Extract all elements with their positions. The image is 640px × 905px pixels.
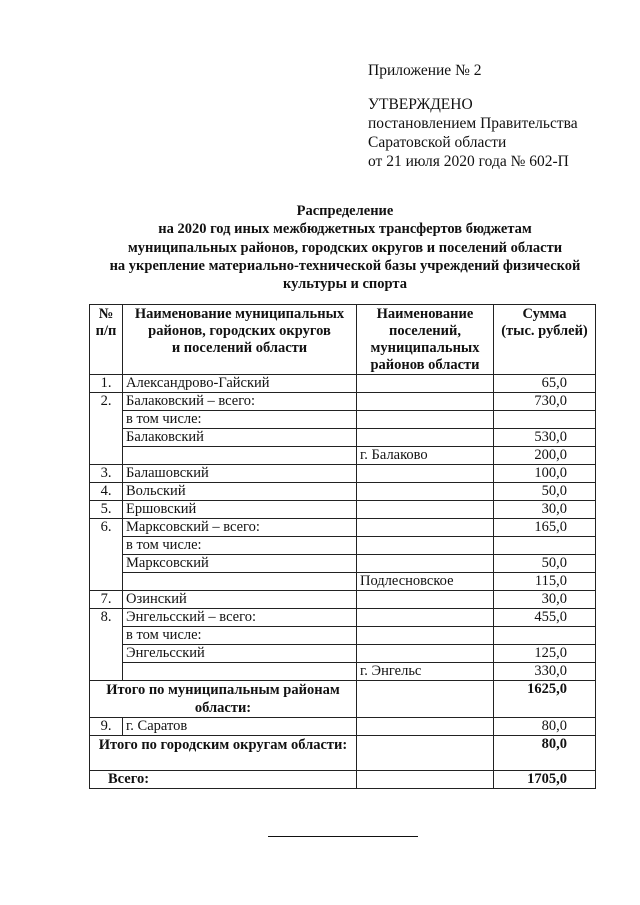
total-districts-empty bbox=[357, 681, 494, 718]
row-sum: 125,0 bbox=[494, 645, 596, 663]
row-number: 2. bbox=[90, 393, 123, 465]
row-settlement bbox=[357, 483, 494, 501]
table-row bbox=[90, 663, 596, 681]
table-row bbox=[90, 573, 596, 591]
total-cities-sum: 80,0 bbox=[494, 736, 596, 771]
row-sum: 80,0 bbox=[494, 718, 596, 736]
table-row bbox=[90, 718, 596, 736]
table-row bbox=[90, 411, 596, 429]
row-sum: 165,0 bbox=[494, 519, 596, 537]
heading-line-1: Распределение bbox=[296, 203, 394, 219]
row-settlement bbox=[357, 591, 494, 609]
table-row bbox=[90, 375, 596, 393]
grand-total-row bbox=[90, 771, 596, 789]
row-settlement bbox=[357, 411, 494, 429]
heading-line-4: на укрепление материально-технической базы учреждений физической bbox=[109, 257, 581, 274]
row-settlement bbox=[357, 555, 494, 573]
row-number: 4. bbox=[90, 483, 123, 501]
table-row bbox=[90, 447, 596, 465]
row-sum: 115,0 bbox=[494, 573, 596, 591]
row-sum bbox=[494, 411, 596, 429]
table-row bbox=[90, 519, 596, 537]
total-cities-row bbox=[90, 736, 596, 771]
row-district bbox=[123, 573, 357, 591]
row-sum: 200,0 bbox=[494, 447, 596, 465]
row-number: 3. bbox=[90, 465, 123, 483]
table-row bbox=[90, 537, 596, 555]
heading-line-2: на 2020 год иных межбюджетных трансфертов бюджетам bbox=[158, 221, 532, 238]
total-districts-sum: 1625,0 bbox=[494, 681, 596, 718]
row-sum: 455,0 bbox=[494, 609, 596, 627]
row-district: в том числе: bbox=[123, 627, 357, 645]
row-district: Марксовский bbox=[123, 555, 357, 573]
row-district: Озинский bbox=[123, 591, 357, 609]
table-row bbox=[90, 591, 596, 609]
row-number: 6. bbox=[90, 519, 123, 591]
header-settlement-name: Наименование поселений, муниципальных районов области bbox=[357, 305, 494, 375]
row-district: Александрово-Гайский bbox=[123, 375, 357, 393]
table-row bbox=[90, 429, 596, 447]
row-sum bbox=[494, 537, 596, 555]
row-settlement bbox=[357, 429, 494, 447]
grand-total-sum: 1705,0 bbox=[494, 771, 596, 789]
row-sum: 30,0 bbox=[494, 591, 596, 609]
total-districts-row bbox=[90, 681, 596, 718]
table-row bbox=[90, 483, 596, 501]
row-district: в том числе: bbox=[123, 411, 357, 429]
row-district: в том числе: bbox=[123, 537, 357, 555]
row-settlement bbox=[357, 393, 494, 411]
row-district bbox=[123, 663, 357, 681]
header-sum: Сумма (тыс. рублей) bbox=[494, 305, 596, 375]
row-sum: 530,0 bbox=[494, 429, 596, 447]
row-settlement: г. Балаково bbox=[357, 447, 494, 465]
row-settlement bbox=[357, 645, 494, 663]
row-settlement: Подлесновское bbox=[357, 573, 494, 591]
row-district: Марксовский – всего: bbox=[123, 519, 357, 537]
row-sum bbox=[494, 627, 596, 645]
total-cities-label: Итого по городским округам области: bbox=[90, 736, 357, 771]
grand-total-empty bbox=[357, 771, 494, 789]
row-number: 8. bbox=[90, 609, 123, 681]
row-district: Ершовский bbox=[123, 501, 357, 519]
grand-total-label: Всего: bbox=[90, 771, 357, 789]
row-sum: 730,0 bbox=[494, 393, 596, 411]
header-number: № п/п bbox=[90, 305, 123, 375]
row-district: Балаковский – всего: bbox=[123, 393, 357, 411]
table-header-row bbox=[90, 305, 596, 375]
total-districts-label: Итого по муниципальным районам области: bbox=[90, 681, 357, 718]
row-settlement bbox=[357, 718, 494, 736]
heading-line-3: муниципальных районов, городских округов и поселений области bbox=[127, 239, 563, 256]
table-row bbox=[90, 609, 596, 627]
row-sum: 50,0 bbox=[494, 555, 596, 573]
row-number: 5. bbox=[90, 501, 123, 519]
row-settlement bbox=[357, 609, 494, 627]
row-district: Балашовский bbox=[123, 465, 357, 483]
approval-word: УТВЕРЖДЕНО bbox=[368, 96, 473, 113]
table-row bbox=[90, 627, 596, 645]
row-district: Вольский bbox=[123, 483, 357, 501]
row-sum: 100,0 bbox=[494, 465, 596, 483]
table-row bbox=[90, 645, 596, 663]
row-district: г. Саратов bbox=[123, 718, 357, 736]
row-district: Энгельсский bbox=[123, 645, 357, 663]
appendix-label: Приложение № 2 bbox=[368, 62, 482, 79]
row-settlement bbox=[357, 519, 494, 537]
table-row bbox=[90, 465, 596, 483]
row-sum: 50,0 bbox=[494, 483, 596, 501]
row-settlement bbox=[357, 465, 494, 483]
row-settlement: г. Энгельс bbox=[357, 663, 494, 681]
row-district bbox=[123, 447, 357, 465]
approval-line-2: Саратовской области bbox=[368, 134, 507, 151]
row-sum: 330,0 bbox=[494, 663, 596, 681]
row-settlement bbox=[357, 627, 494, 645]
document-heading bbox=[60, 202, 630, 293]
row-district: Энгельсский – всего: bbox=[123, 609, 357, 627]
row-sum: 65,0 bbox=[494, 375, 596, 393]
row-settlement bbox=[357, 501, 494, 519]
signature-divider bbox=[268, 836, 418, 837]
row-settlement bbox=[357, 375, 494, 393]
heading-line-5: культуры и спорта bbox=[283, 276, 407, 293]
row-number: 9. bbox=[90, 718, 123, 736]
table-row bbox=[90, 393, 596, 411]
total-cities-empty bbox=[357, 736, 494, 771]
approval-line-1: постановлением Правительства bbox=[368, 115, 578, 132]
table-row bbox=[90, 555, 596, 573]
row-number: 7. bbox=[90, 591, 123, 609]
row-number: 1. bbox=[90, 375, 123, 393]
table-row bbox=[90, 501, 596, 519]
row-sum: 30,0 bbox=[494, 501, 596, 519]
row-district: Балаковский bbox=[123, 429, 357, 447]
approval-line-3: от 21 июля 2020 года № 602-П bbox=[368, 153, 569, 170]
approval-block bbox=[368, 95, 578, 171]
row-settlement bbox=[357, 537, 494, 555]
distribution-table bbox=[89, 304, 596, 789]
header-district-name: Наименование муниципальных районов, городских округов и поселений области bbox=[123, 305, 357, 375]
